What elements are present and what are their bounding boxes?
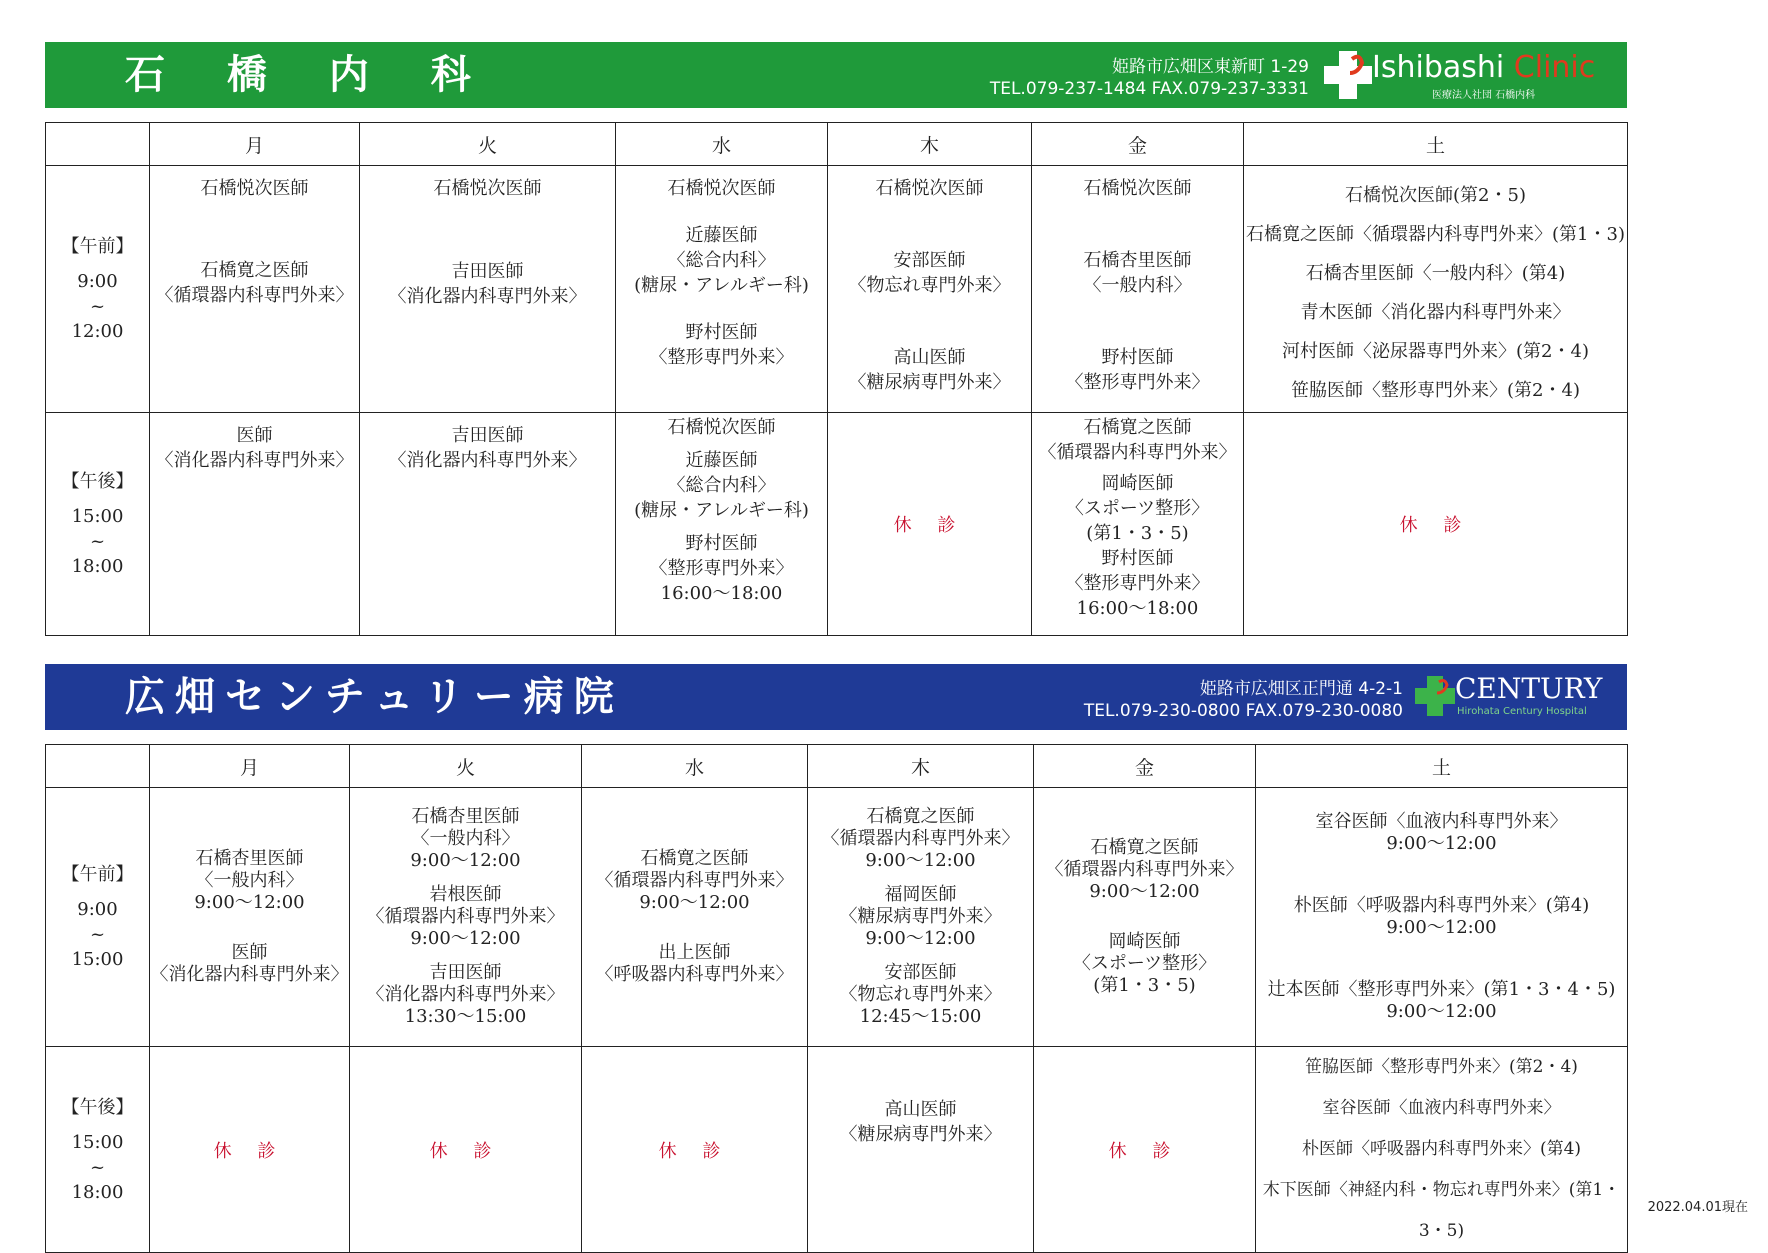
day-tue: 火 (360, 123, 616, 166)
am-row (46, 166, 1628, 413)
pm-row (46, 1047, 1628, 1253)
closed-label: 休 診 (658, 1140, 731, 1162)
closed-label: 休 診 (213, 1140, 286, 1162)
clinic1-address: 姫路市広畑区東新町 1-29 (1112, 57, 1309, 77)
c2-pm-wed (582, 1047, 808, 1253)
c1-am-fri: 石橋悦次医師 石橋杏里医師 〈一般内科〉 野村医師 〈整形専門外来〉 (1032, 166, 1244, 413)
clinic2-banner (45, 664, 1627, 730)
c1-am-thu: 石橋悦次医師 安部医師 〈物忘れ専門外来〉 高山医師 〈糖尿病専門外来〉 (828, 166, 1032, 413)
clinic1-logo-sub: 医療法人社団 石橋内科 (1432, 90, 1536, 101)
clinic2-logo-sub: Hirohata Century Hospital (1457, 706, 1587, 717)
day-sat: 土 (1244, 123, 1628, 166)
clinic2-address: 姫路市広畑区正門通 4-2-1 (1199, 679, 1403, 699)
c2-pm-mon (150, 1047, 350, 1253)
closed-label: 休 診 (1399, 515, 1472, 536)
clinic2-tel: TEL.079-230-0800 FAX.079-230-0080 (1083, 701, 1403, 721)
c1-pm-wed: 石橋悦次医師 近藤医師 〈総合内科〉 (糖尿・アレルギー科) 野村医師 〈整形専門外来〉 16:00〜18:00 (616, 413, 828, 636)
clinic1-banner (45, 42, 1627, 108)
day-mon: 月 (150, 123, 360, 166)
c2-am-tue: 石橋杏里医師 〈一般内科〉 9:00〜12:00 岩根医師 〈循環器内科専門外来〉 9:00〜12:00 吉田医師 〈消化器内科専門外来〉 13:30〜15:00 (350, 788, 582, 1047)
c1-am-sat: 石橋悦次医師(第2・5) 石橋寛之医師〈循環器内科専門外来〉(第1・3) 石橋杏里医師〈一般内科〉(第4) 青木医師〈消化器内科専門外来〉 河村医師〈泌尿器専門外来〉(第2・4) 笹脇医師〈整形専門外来〉(第2・4) (1244, 166, 1628, 413)
cross-logo-icon (1413, 674, 1457, 718)
c1-pm-thu (828, 413, 1032, 636)
clinic1-section (45, 42, 1627, 619)
day-thu: 木 (808, 745, 1034, 788)
c2-am-wed: 石橋寛之医師 〈循環器内科専門外来〉 9:00〜12:00 出上医師 〈呼吸器内科専門外来〉 (582, 788, 808, 1047)
day-wed: 水 (616, 123, 828, 166)
pm-time-cell: 【午後】 15:00 ~ 18:00 (46, 413, 150, 636)
c1-am-mon: 石橋悦次医師 石橋寛之医師 〈循環器内科専門外来〉 (150, 166, 360, 413)
c1-pm-tue: 吉田医師 〈消化器内科専門外来〉 (360, 413, 616, 636)
cross-logo-icon (1322, 49, 1374, 101)
clinic2-logo (1413, 672, 1609, 722)
closed-label: 休 診 (429, 1140, 502, 1162)
am-time-cell: 【午前】 9:00 ~ 15:00 (46, 788, 150, 1047)
c2-am-sat: 室谷医師〈血液内科専門外来〉 9:00〜12:00 朴医師〈呼吸器内科専門外来〉(第4) 9:00〜12:00 辻本医師〈整形専門外来〉(第1・3・4・5) 9:00〜12:00 (1256, 788, 1628, 1047)
day-fri: 金 (1032, 123, 1244, 166)
clinic1-logo-name: Ishibashi Clinic (1372, 50, 1596, 85)
am-label: 【午前】 (61, 864, 134, 885)
clinic1-tel: TEL.079-237-1484 FAX.079-237-3331 (989, 79, 1309, 99)
clinic2-schedule-table (45, 744, 1628, 1253)
as-of-date: 2022.04.01現在 (1647, 1200, 1748, 1215)
am-label: 【午前】 (61, 236, 134, 257)
c2-pm-sat: 笹脇医師〈整形専門外来〉(第2・4) 室谷医師〈血液内科専門外来〉 朴医師〈呼吸器内科専門外来〉(第4) 木下医師〈神経内科・物忘れ専門外来〉(第1・3・5) (1256, 1047, 1628, 1253)
day-thu: 木 (828, 123, 1032, 166)
c1-pm-sat (1244, 413, 1628, 636)
clinic1-contact (990, 56, 1309, 100)
corner-cell (46, 123, 150, 166)
c2-pm-fri (1034, 1047, 1256, 1253)
corner-cell (46, 745, 150, 788)
pm-label: 【午後】 (61, 1096, 134, 1118)
pm-row (46, 413, 1628, 636)
clinic2-logo-name: CENTURY (1455, 672, 1603, 705)
clinic1-title: 石 橋 内 科 (125, 52, 495, 98)
day-tue: 火 (350, 745, 582, 788)
header-row (46, 123, 1628, 166)
c2-pm-tue (350, 1047, 582, 1253)
clinic2-title: 広畑センチュリー病院 (125, 674, 624, 720)
pm-label: 【午後】 (61, 471, 134, 492)
am-time-cell: 【午前】 9:00 ~ 12:00 (46, 166, 150, 413)
day-sat: 土 (1256, 745, 1628, 788)
clinic1-schedule-table (45, 122, 1628, 636)
pm-time-cell: 【午後】 15:00 ~ 18:00 (46, 1047, 150, 1253)
c2-pm-thu: 高山医師 〈糖尿病専門外来〉 (808, 1047, 1034, 1253)
clinic2-contact (1084, 678, 1403, 722)
day-fri: 金 (1034, 745, 1256, 788)
c1-pm-mon: 医師 〈消化器内科専門外来〉 (150, 413, 360, 636)
c2-am-mon: 石橋杏里医師 〈一般内科〉 9:00〜12:00 医師 〈消化器内科専門外来〉 (150, 788, 350, 1047)
closed-label: 休 診 (893, 515, 966, 536)
c2-am-thu: 石橋寛之医師 〈循環器内科専門外来〉 9:00〜12:00 福岡医師 〈糖尿病専門外来〉 9:00〜12:00 安部医師 〈物忘れ専門外来〉 12:45〜15:00 (808, 788, 1034, 1047)
c1-am-tue: 石橋悦次医師 吉田医師 〈消化器内科専門外来〉 (360, 166, 616, 413)
header-row (46, 745, 1628, 788)
am-row (46, 788, 1628, 1047)
c2-am-fri: 石橋寛之医師 〈循環器内科専門外来〉 9:00〜12:00 岡崎医師 〈スポーツ整形〉 (第1・3・5) (1034, 788, 1256, 1047)
day-mon: 月 (150, 745, 350, 788)
c1-pm-fri: 石橋寛之医師 〈循環器内科専門外来〉 岡崎医師 〈スポーツ整形〉 (第1・3・5) 野村医師 〈整形専門外来〉 16:00〜18:00 (1032, 413, 1244, 636)
clinic1-logo (1322, 48, 1607, 102)
closed-label: 休 診 (1108, 1140, 1181, 1162)
c1-am-wed: 石橋悦次医師 近藤医師 〈総合内科〉 (糖尿・アレルギー科) 野村医師 〈整形専門外来〉 (616, 166, 828, 413)
day-wed: 水 (582, 745, 808, 788)
clinic2-section (45, 664, 1627, 1241)
